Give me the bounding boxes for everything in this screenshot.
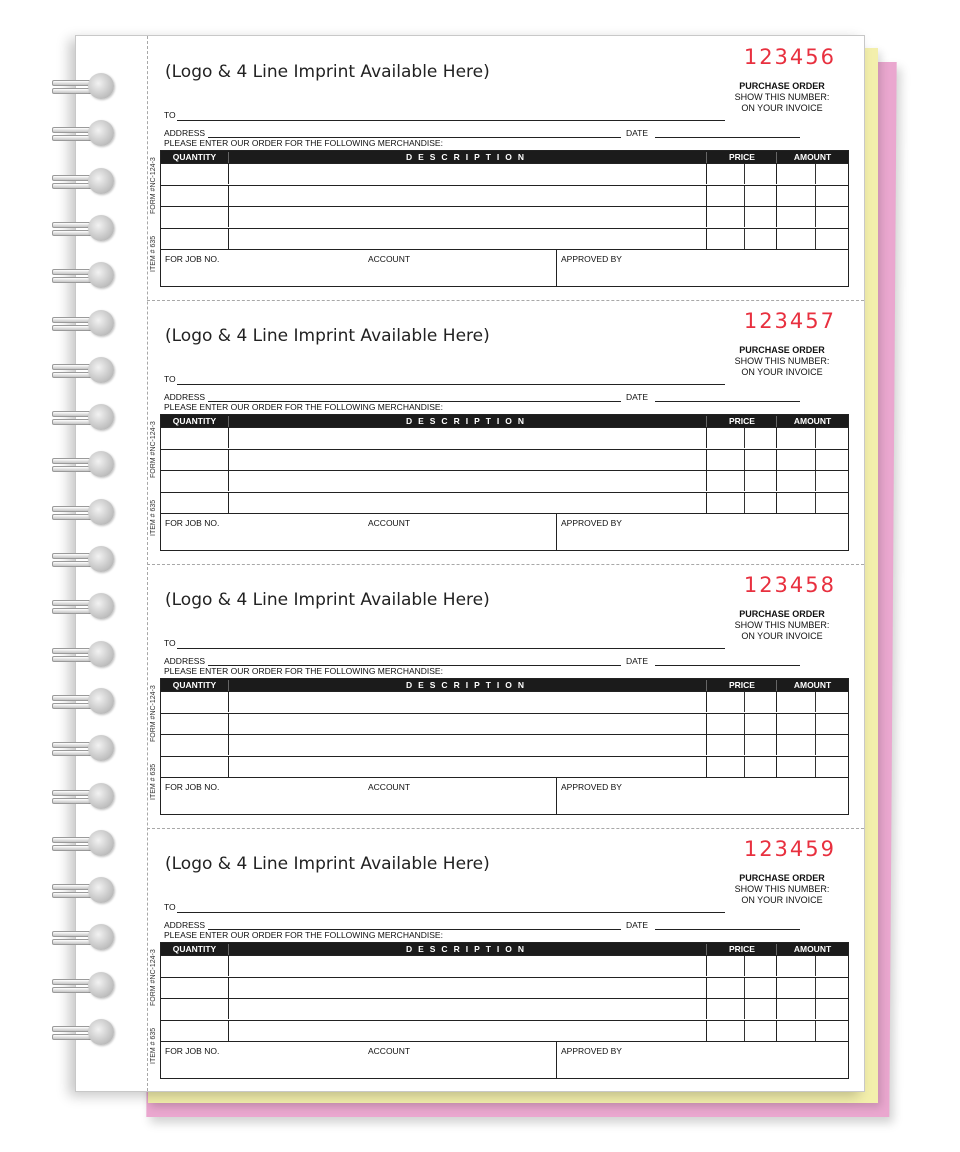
description-cell[interactable] [229, 186, 706, 206]
table-row [161, 470, 848, 491]
ring-hole [88, 404, 114, 430]
spiral-ring-icon [52, 450, 114, 480]
po-title-block [722, 873, 842, 906]
amount-cell[interactable] [777, 757, 848, 777]
column-header-quantity: QUANTITY [172, 152, 217, 162]
spiral-ring-icon [52, 734, 114, 764]
amount-cell[interactable] [777, 692, 848, 712]
price-cell[interactable] [707, 692, 776, 712]
po-title-block [722, 81, 842, 114]
description-cell[interactable] [229, 1021, 706, 1041]
quantity-cell[interactable] [161, 186, 228, 206]
column-header-quantity: QUANTITY [172, 416, 217, 426]
column-header-amount: AMOUNT [793, 944, 832, 954]
amount-cents-divider [815, 164, 816, 184]
column-header-description: DESCRIPTION [405, 944, 531, 954]
ring-hole [88, 451, 114, 477]
approved-by-label: APPROVED BY [561, 1046, 622, 1056]
amount-cents-divider [815, 978, 816, 998]
table-row [161, 228, 848, 249]
logo-imprint-placeholder: (Logo & 4 Line Imprint Available Here) [165, 326, 490, 346]
ring-hole [88, 972, 114, 998]
ring-hole [88, 924, 114, 950]
table-row [161, 185, 848, 206]
description-cell[interactable] [229, 692, 706, 712]
approved-by-cell[interactable] [557, 778, 848, 814]
amount-cents-divider [815, 493, 816, 513]
quantity-cell[interactable] [161, 956, 228, 976]
column-header-price: PRICE [729, 680, 755, 690]
date-field[interactable] [655, 929, 800, 930]
price-cell[interactable] [707, 428, 776, 448]
approved-by-label: APPROVED BY [561, 782, 622, 792]
price-cell[interactable] [707, 714, 776, 734]
job-account-cell[interactable] [161, 778, 556, 814]
ring-hole [88, 168, 114, 194]
column-header-amount: AMOUNT [793, 152, 832, 162]
spiral-ring-icon [52, 923, 114, 953]
spiral-ring-icon [52, 72, 114, 102]
table-row [161, 998, 848, 1019]
price-cents-divider [744, 692, 745, 712]
approved-by-label: APPROVED BY [561, 518, 622, 528]
ring-hole [88, 73, 114, 99]
form-code: FORM #NC-124-3 [150, 685, 157, 743]
column-header-amount: AMOUNT [793, 416, 832, 426]
date-label: DATE [626, 656, 649, 666]
purchase-order-form [147, 36, 864, 300]
amount-cents-divider [815, 428, 816, 448]
amount-cents-divider [815, 714, 816, 734]
form-code: FORM #NC-124-3 [150, 157, 157, 215]
amount-cell[interactable] [777, 450, 848, 470]
po-title: PURCHASE ORDER [739, 873, 825, 883]
logo-imprint-placeholder: (Logo & 4 Line Imprint Available Here) [165, 854, 490, 874]
quantity-cell[interactable] [161, 207, 228, 227]
to-field[interactable] [177, 384, 725, 385]
order-table [160, 942, 849, 1079]
account-label: ACCOUNT [368, 1046, 411, 1056]
item-code: ITEM # 635 [150, 1027, 157, 1065]
amount-cents-divider [815, 956, 816, 976]
price-cell[interactable] [707, 999, 776, 1019]
price-cell[interactable] [707, 207, 776, 227]
spiral-ring-icon [52, 640, 114, 670]
description-cell[interactable] [229, 956, 706, 976]
purchase-order-form [147, 300, 864, 564]
spiral-ring-icon [52, 829, 114, 859]
spiral-ring-icon [52, 261, 114, 291]
ring-hole [88, 120, 114, 146]
column-header-quantity: QUANTITY [172, 680, 217, 690]
merchandise-instruction: PLEASE ENTER OUR ORDER FOR THE FOLLOWING MERCHANDISE: [164, 930, 443, 940]
price-cell[interactable] [707, 735, 776, 755]
table-row [161, 691, 848, 712]
amount-cents-divider [815, 999, 816, 1019]
purchase-order-form [147, 564, 864, 828]
ring-hole [88, 262, 114, 288]
price-cell[interactable] [707, 493, 776, 513]
spiral-ring-icon [52, 592, 114, 622]
amount-cents-divider [815, 1021, 816, 1041]
table-row [161, 449, 848, 470]
to-field[interactable] [177, 912, 725, 913]
approved-by-cell[interactable] [557, 1042, 848, 1078]
po-title: PURCHASE ORDER [739, 81, 825, 91]
quantity-cell[interactable] [161, 428, 228, 448]
amount-cents-divider [815, 186, 816, 206]
date-label: DATE [626, 920, 649, 930]
table-row [161, 427, 848, 448]
ring-hole [88, 310, 114, 336]
form-code: FORM #NC-124-3 [150, 421, 157, 479]
account-label: ACCOUNT [368, 518, 411, 528]
quantity-cell[interactable] [161, 471, 228, 491]
po-note-line-2: ON YOUR INVOICE [741, 631, 823, 641]
job-number-label: FOR JOB NO. [165, 518, 220, 528]
item-code: ITEM # 635 [150, 763, 157, 801]
column-header-description: DESCRIPTION [405, 416, 531, 426]
merchandise-instruction: PLEASE ENTER OUR ORDER FOR THE FOLLOWING MERCHANDISE: [164, 402, 443, 412]
ring-hole [88, 215, 114, 241]
po-number: 123456 [743, 45, 836, 69]
price-cents-divider [744, 1021, 745, 1041]
account-label: ACCOUNT [368, 254, 411, 264]
date-label: DATE [626, 128, 649, 138]
po-number: 123458 [743, 573, 836, 597]
table-row [161, 734, 848, 755]
spiral-ring-icon [52, 1018, 114, 1048]
ring-hole [88, 1019, 114, 1045]
price-cents-divider [744, 229, 745, 249]
table-row [161, 492, 848, 513]
date-field[interactable] [655, 665, 800, 666]
quantity-cell[interactable] [161, 714, 228, 734]
ring-hole [88, 830, 114, 856]
po-number: 123459 [743, 837, 836, 861]
address-label: ADDRESS [164, 128, 206, 138]
column-header-price: PRICE [729, 944, 755, 954]
po-note-line-1: SHOW THIS NUMBER: [734, 356, 830, 366]
description-cell[interactable] [229, 999, 706, 1019]
description-cell[interactable] [229, 714, 706, 734]
ring-hole [88, 499, 114, 525]
merchandise-instruction: PLEASE ENTER OUR ORDER FOR THE FOLLOWING MERCHANDISE: [164, 138, 443, 148]
spiral-ring-icon [52, 403, 114, 433]
date-label: DATE [626, 392, 649, 402]
price-cents-divider [744, 757, 745, 777]
amount-cell[interactable] [777, 186, 848, 206]
column-header-quantity: QUANTITY [172, 944, 217, 954]
price-cell[interactable] [707, 164, 776, 184]
order-table [160, 414, 849, 551]
amount-cents-divider [815, 471, 816, 491]
price-cents-divider [744, 978, 745, 998]
price-cell[interactable] [707, 471, 776, 491]
amount-cents-divider [815, 450, 816, 470]
table-footer [161, 513, 848, 550]
amount-cents-divider [815, 692, 816, 712]
table-footer [161, 1041, 848, 1078]
purchase-order-form [147, 828, 864, 1092]
logo-imprint-placeholder: (Logo & 4 Line Imprint Available Here) [165, 62, 490, 82]
price-cents-divider [744, 450, 745, 470]
price-cell[interactable] [707, 978, 776, 998]
price-cents-divider [744, 428, 745, 448]
po-title-block [722, 609, 842, 642]
quantity-cell[interactable] [161, 999, 228, 1019]
to-field[interactable] [177, 120, 725, 121]
job-account-cell[interactable] [161, 514, 556, 550]
price-cell[interactable] [707, 229, 776, 249]
description-cell[interactable] [229, 164, 706, 184]
po-title: PURCHASE ORDER [739, 609, 825, 619]
po-note-line-2: ON YOUR INVOICE [741, 103, 823, 113]
item-code: ITEM # 635 [150, 235, 157, 273]
column-header-description: DESCRIPTION [405, 680, 531, 690]
job-number-label: FOR JOB NO. [165, 782, 220, 792]
job-number-label: FOR JOB NO. [165, 1046, 220, 1056]
price-cents-divider [744, 999, 745, 1019]
ring-hole [88, 783, 114, 809]
table-row [161, 1020, 848, 1041]
spiral-ring-icon [52, 309, 114, 339]
description-cell[interactable] [229, 471, 706, 491]
price-cell[interactable] [707, 450, 776, 470]
amount-cell[interactable] [777, 164, 848, 184]
table-row [161, 163, 848, 184]
amount-cents-divider [815, 229, 816, 249]
form-code: FORM #NC-124-3 [150, 949, 157, 1007]
spiral-ring-icon [52, 876, 114, 906]
spiral-ring-icon [52, 356, 114, 386]
job-number-label: FOR JOB NO. [165, 254, 220, 264]
amount-cell[interactable] [777, 471, 848, 491]
po-note-line-1: SHOW THIS NUMBER: [734, 92, 830, 102]
amount-cell[interactable] [777, 1021, 848, 1041]
column-header-amount: AMOUNT [793, 680, 832, 690]
column-header-price: PRICE [729, 416, 755, 426]
address-label: ADDRESS [164, 656, 206, 666]
spiral-ring-icon [52, 782, 114, 812]
quantity-cell[interactable] [161, 164, 228, 184]
table-footer [161, 777, 848, 814]
table-row [161, 713, 848, 734]
spiral-ring-icon [52, 498, 114, 528]
order-table [160, 150, 849, 287]
description-cell[interactable] [229, 229, 706, 249]
to-label: TO [164, 902, 176, 912]
quantity-cell[interactable] [161, 450, 228, 470]
logo-imprint-placeholder: (Logo & 4 Line Imprint Available Here) [165, 590, 490, 610]
po-note-line-2: ON YOUR INVOICE [741, 895, 823, 905]
ring-hole [88, 593, 114, 619]
spiral-ring-icon [52, 545, 114, 575]
to-field[interactable] [177, 648, 725, 649]
quantity-cell[interactable] [161, 735, 228, 755]
description-cell[interactable] [229, 757, 706, 777]
address-label: ADDRESS [164, 392, 206, 402]
amount-cents-divider [815, 207, 816, 227]
amount-cents-divider [815, 735, 816, 755]
spiral-ring-icon [52, 167, 114, 197]
approved-by-label: APPROVED BY [561, 254, 622, 264]
quantity-cell[interactable] [161, 229, 228, 249]
date-field[interactable] [655, 401, 800, 402]
approved-by-cell[interactable] [557, 514, 848, 550]
job-account-cell[interactable] [161, 1042, 556, 1078]
quantity-cell[interactable] [161, 1021, 228, 1041]
quantity-cell[interactable] [161, 978, 228, 998]
order-table [160, 678, 849, 815]
po-title: PURCHASE ORDER [739, 345, 825, 355]
price-cents-divider [744, 493, 745, 513]
ring-hole [88, 877, 114, 903]
quantity-cell[interactable] [161, 692, 228, 712]
amount-cell[interactable] [777, 714, 848, 734]
amount-cell[interactable] [777, 207, 848, 227]
amount-cell[interactable] [777, 493, 848, 513]
amount-cents-divider [815, 757, 816, 777]
to-label: TO [164, 110, 176, 120]
price-cell[interactable] [707, 956, 776, 976]
to-label: TO [164, 374, 176, 384]
quantity-cell[interactable] [161, 493, 228, 513]
amount-cell[interactable] [777, 229, 848, 249]
ring-hole [88, 641, 114, 667]
merchandise-instruction: PLEASE ENTER OUR ORDER FOR THE FOLLOWING MERCHANDISE: [164, 666, 443, 676]
description-cell[interactable] [229, 207, 706, 227]
ring-hole [88, 546, 114, 572]
po-number: 123457 [743, 309, 836, 333]
po-note-line-1: SHOW THIS NUMBER: [734, 620, 830, 630]
amount-cell[interactable] [777, 735, 848, 755]
amount-cell[interactable] [777, 978, 848, 998]
po-note-line-1: SHOW THIS NUMBER: [734, 884, 830, 894]
amount-cell[interactable] [777, 999, 848, 1019]
ring-hole [88, 688, 114, 714]
price-cents-divider [744, 714, 745, 734]
description-cell[interactable] [229, 450, 706, 470]
price-cents-divider [744, 956, 745, 976]
table-row [161, 756, 848, 777]
price-cents-divider [744, 186, 745, 206]
ring-hole [88, 735, 114, 761]
column-header-description: DESCRIPTION [405, 152, 531, 162]
account-label: ACCOUNT [368, 782, 411, 792]
quantity-cell[interactable] [161, 757, 228, 777]
po-note-line-2: ON YOUR INVOICE [741, 367, 823, 377]
price-cents-divider [744, 164, 745, 184]
column-header-price: PRICE [729, 152, 755, 162]
price-cell[interactable] [707, 186, 776, 206]
amount-cell[interactable] [777, 956, 848, 976]
price-cell[interactable] [707, 1021, 776, 1041]
item-code: ITEM # 635 [150, 499, 157, 537]
amount-cell[interactable] [777, 428, 848, 448]
table-row [161, 955, 848, 976]
spiral-ring-icon [52, 214, 114, 244]
table-footer [161, 249, 848, 286]
price-cents-divider [744, 471, 745, 491]
spiral-ring-icon [52, 119, 114, 149]
description-cell[interactable] [229, 493, 706, 513]
price-cell[interactable] [707, 757, 776, 777]
job-account-cell[interactable] [161, 250, 556, 286]
spiral-ring-icon [52, 971, 114, 1001]
to-label: TO [164, 638, 176, 648]
date-field[interactable] [655, 137, 800, 138]
ring-hole [88, 357, 114, 383]
description-cell[interactable] [229, 978, 706, 998]
price-cents-divider [744, 735, 745, 755]
description-cell[interactable] [229, 735, 706, 755]
table-row [161, 977, 848, 998]
spiral-ring-icon [52, 687, 114, 717]
address-label: ADDRESS [164, 920, 206, 930]
price-cents-divider [744, 207, 745, 227]
description-cell[interactable] [229, 428, 706, 448]
approved-by-cell[interactable] [557, 250, 848, 286]
table-row [161, 206, 848, 227]
po-title-block [722, 345, 842, 378]
